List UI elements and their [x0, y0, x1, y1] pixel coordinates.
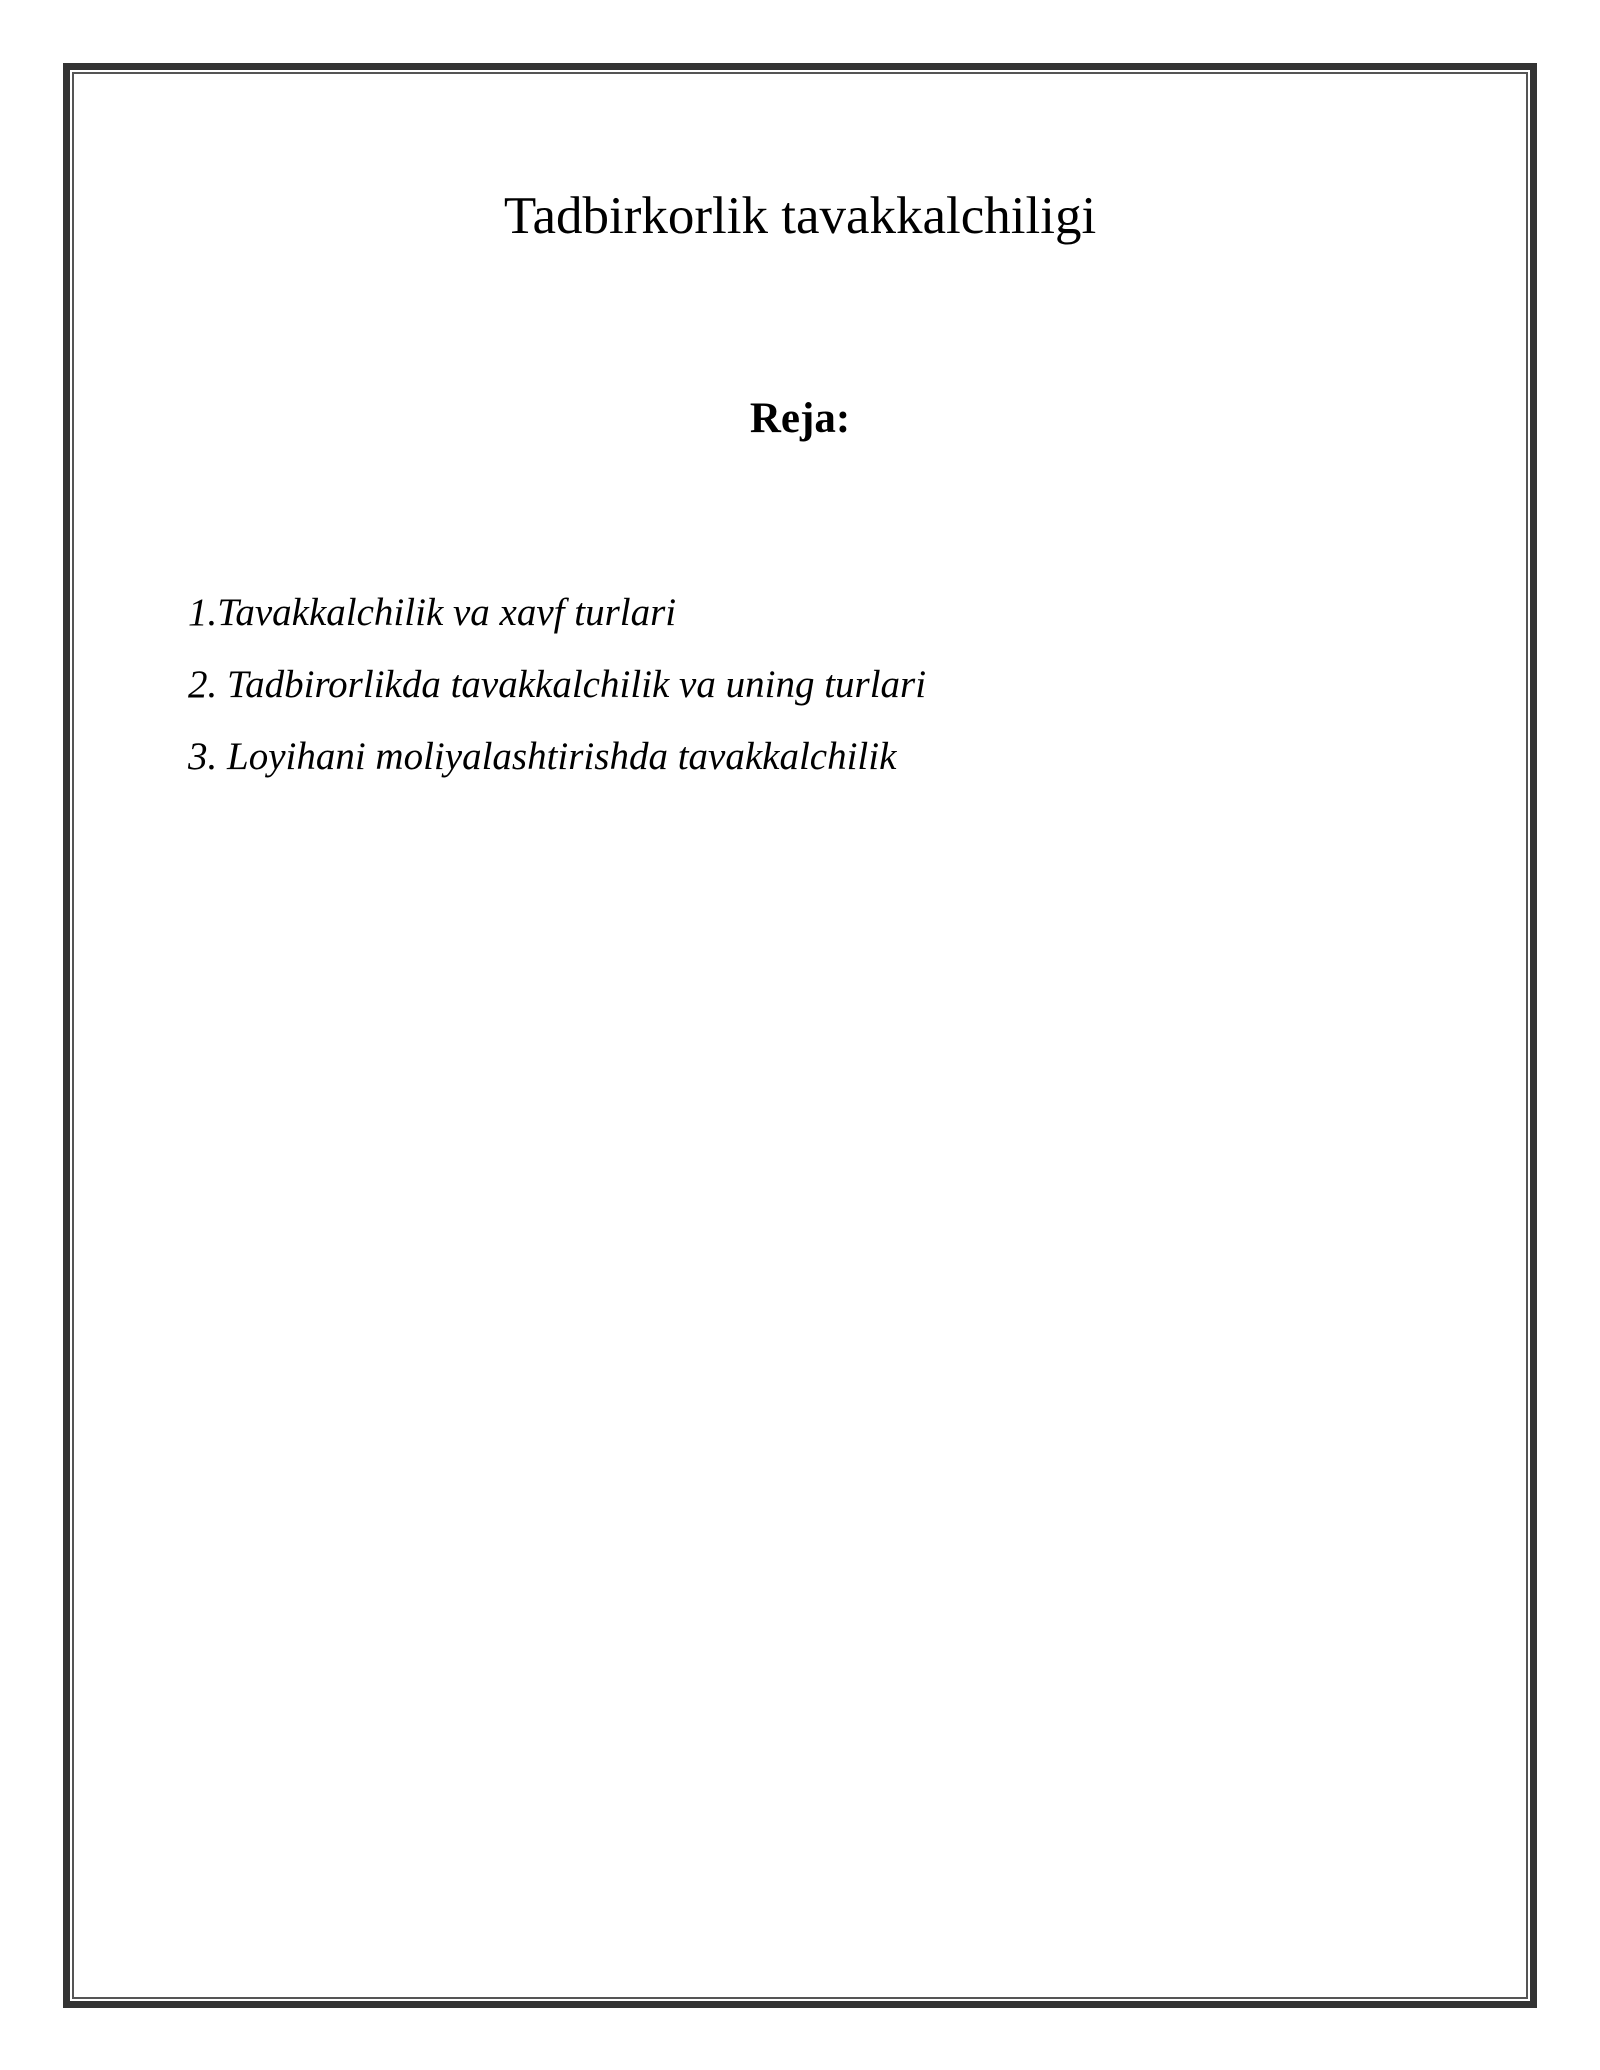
plan-heading: Reja:: [749, 395, 851, 442]
plan-list: [188, 577, 926, 793]
plan-item-3: 3. Loyihani moliyalashtirishda tavakkalchilik: [188, 735, 897, 778]
document-title: Tadbirkorlik tavakkalchiligi: [503, 187, 1097, 245]
page-border: [63, 63, 1537, 2008]
plan-item-1: 1.Tavakkalchilik va xavf turlari: [188, 591, 677, 634]
plan-item-2: 2. Tadbirorlikda tavakkalchilik va uning turlari: [188, 663, 927, 706]
